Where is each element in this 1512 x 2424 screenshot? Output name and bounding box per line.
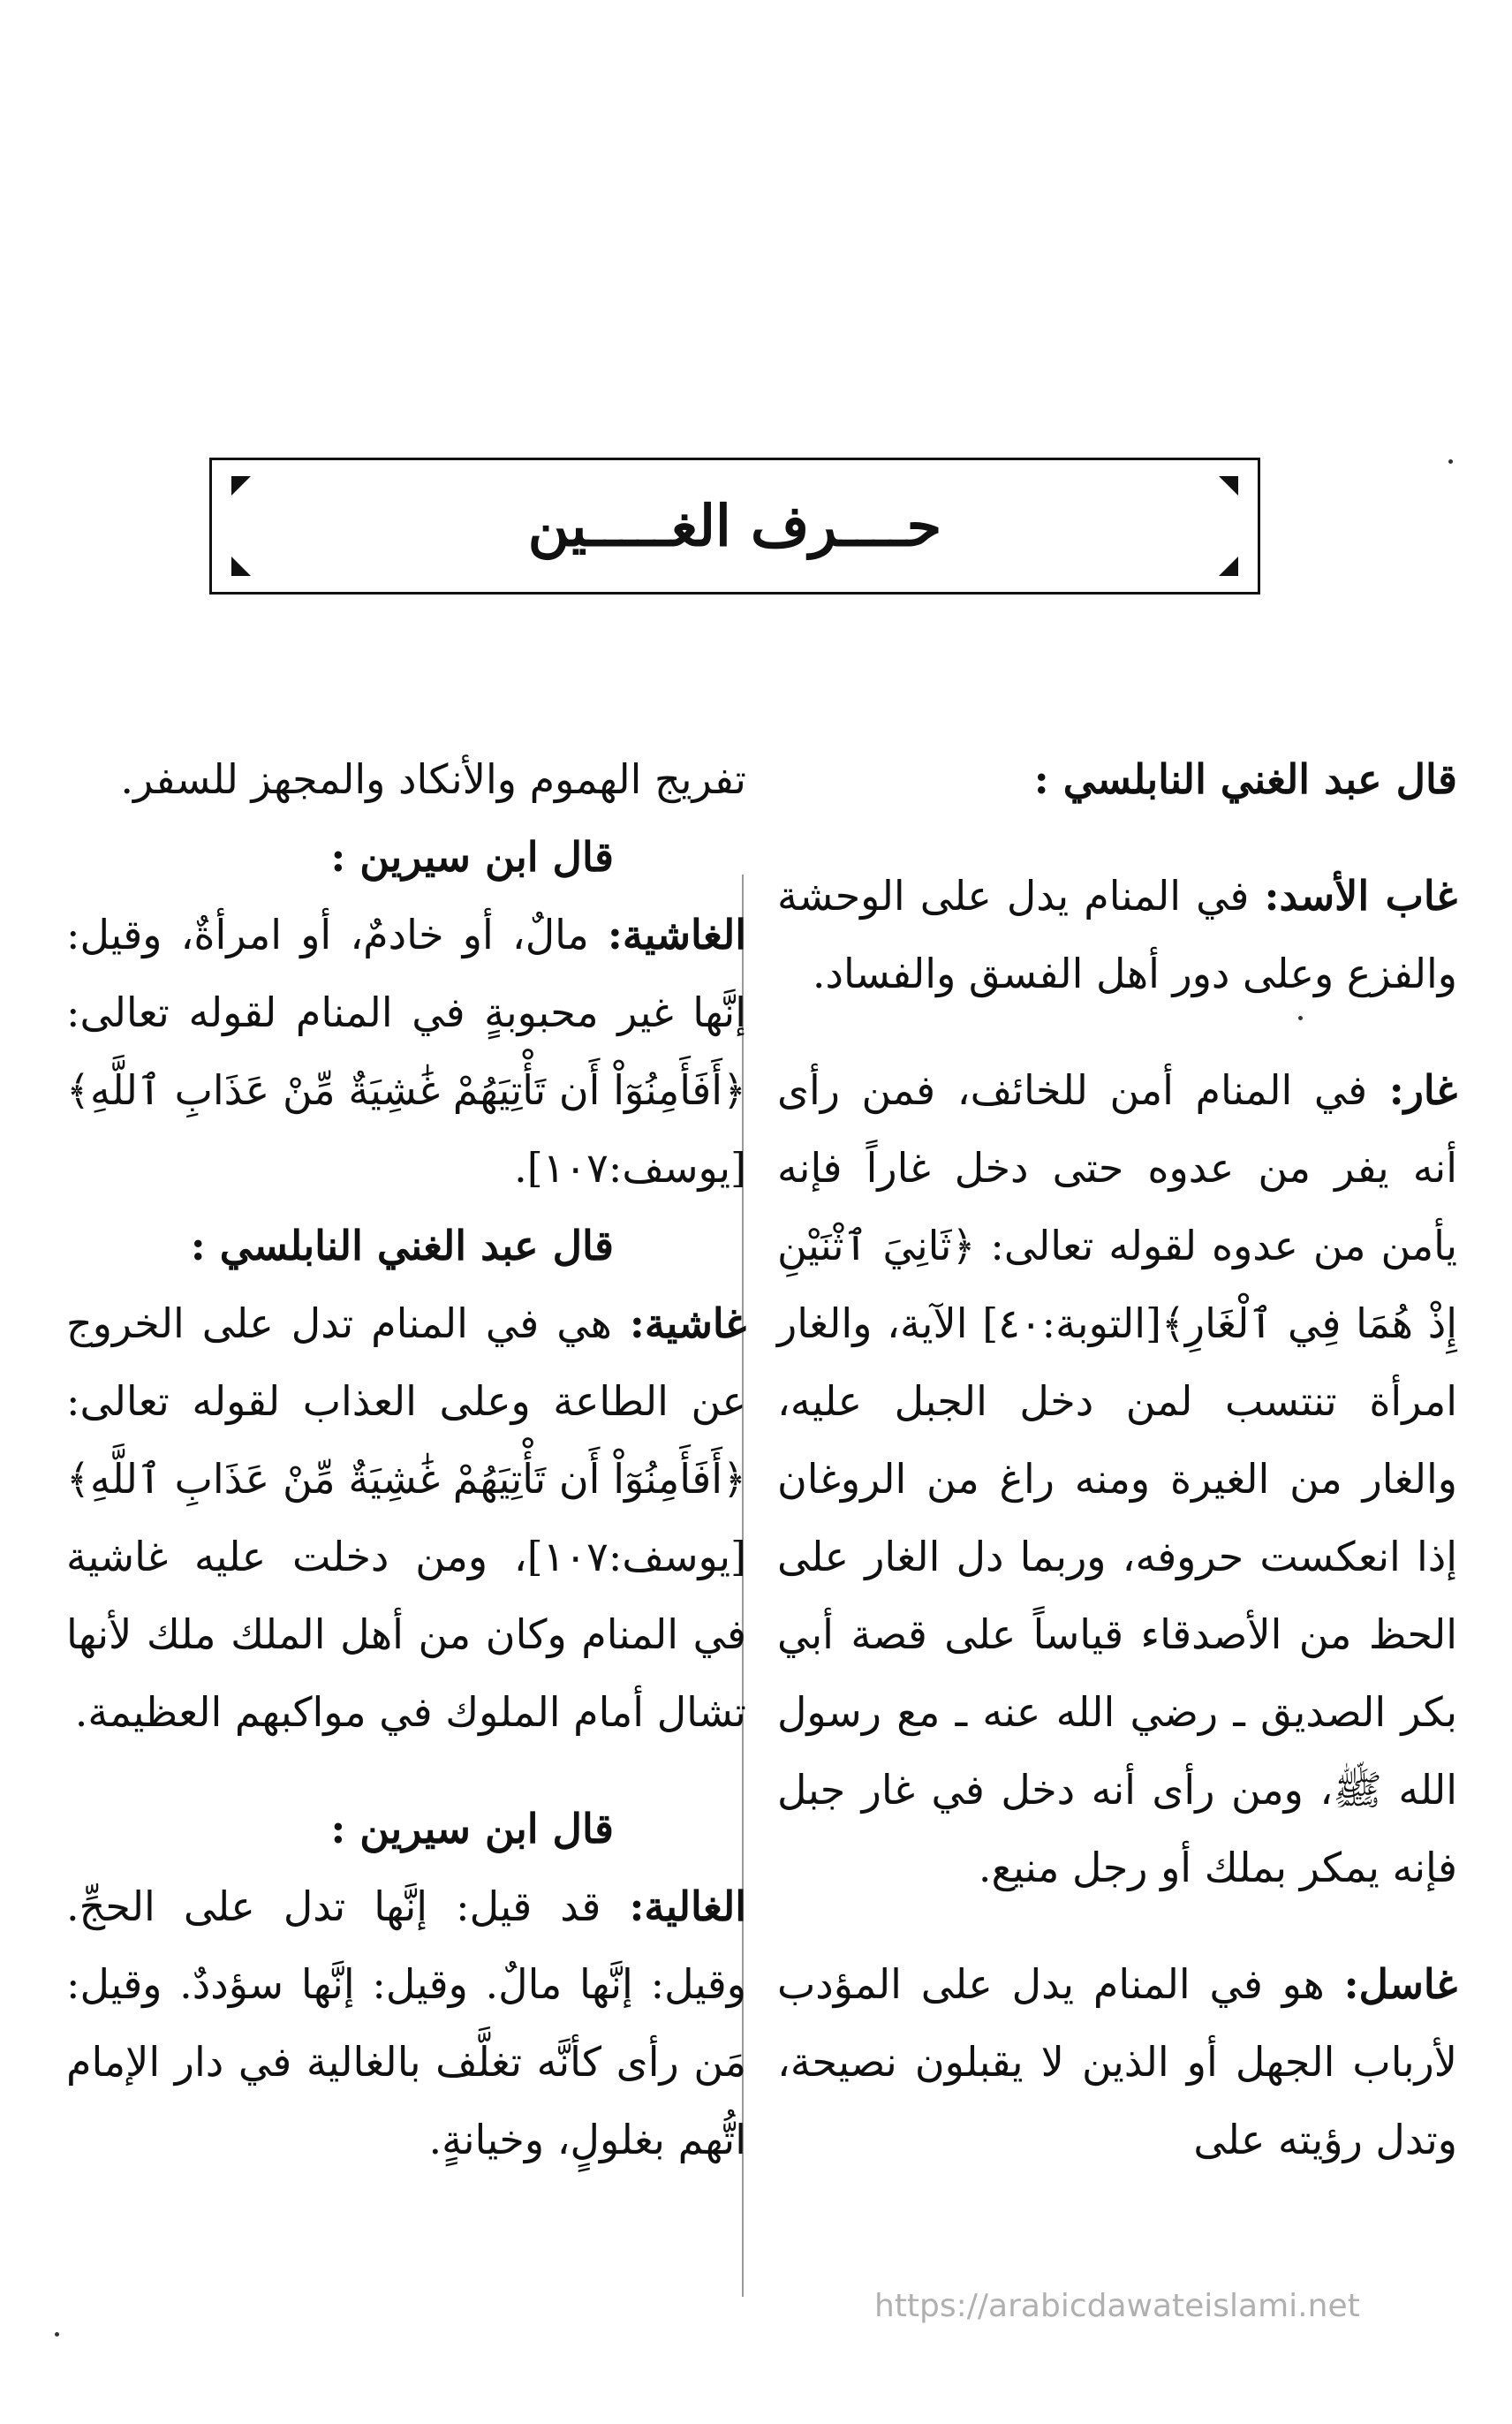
- frame-corner-ornament: [231, 557, 251, 576]
- entry: [66, 1867, 746, 2178]
- entry-head: غاسل:: [1343, 1960, 1457, 2008]
- scan-speck: [1448, 459, 1453, 464]
- entry: [777, 1945, 1457, 2178]
- entry-text: قد قيل: إنَّها تدل على الحجِّ. وقيل: إنَّها مالٌ. وقيل: إنَّها سؤددٌ. وقيل: مَن رأى كأنَّه تغلَّف بالغالية في دار الإمام اتُّهم بغلولٍ، وخيانةٍ.: [66, 1882, 746, 2163]
- chapter-title: حــــرف الغـــــين: [527, 493, 942, 559]
- section-heading: قال عبد الغني النابلسي :: [1033, 755, 1457, 803]
- section-heading: قال عبد الغني النابلسي :: [190, 1222, 614, 1269]
- entry: [777, 857, 1457, 1012]
- entry-head: الغاشية:: [607, 911, 746, 958]
- section-heading: قال ابن سيرين :: [330, 1805, 614, 1852]
- entry: [66, 1284, 746, 1751]
- entry-text: في المنام يدل على الوحشة والفزع وعلى دور أهل الفسق والفساد.: [777, 872, 1457, 997]
- entry: [66, 896, 746, 1207]
- entry: [777, 1051, 1457, 1906]
- watermark-url: https://arabicdawateislami.net: [874, 2288, 1360, 2324]
- entry-head: غاب الأسد:: [1264, 872, 1457, 920]
- entry-text: مالٌ، أو خادمٌ، أو امرأةٌ، وقيل: إنَّها غير محبوبةٍ في المنام لقوله تعالى: ﴿أَفَأَمِنُوٓاْ أَن تَأْتِيَهُمْ غَٰشِيَةٌ مِّنْ عَذَابِ ٱللَّهِ﴾[يوسف:١٠٧].: [66, 911, 746, 1192]
- entry-text: هي في المنام تدل على الخروج عن الطاعة وعلى العذاب لقوله تعالى: ﴿أَفَأَمِنُوٓاْ أَن تَأْتِيَهُمْ غَٰشِيَةٌ مِّنْ عَذَابِ ٱللَّهِ﴾[يوسف:١٠٧]، ومن دخلت عليه غاشية في المنام وكان من أهل الملك ملك لأنها تشال أمام الملوك في مواكبهم العظيمة.: [66, 1299, 746, 1736]
- scan-speck: [1298, 1016, 1303, 1020]
- entry-head: غار:: [1388, 1066, 1457, 1114]
- entry-head: غاشية:: [629, 1299, 746, 1347]
- title-frame-inner: [231, 476, 1238, 576]
- chapter-title-frame: [209, 458, 1260, 595]
- entry-text: هو في المنام يدل على المؤدب لأرباب الجهل أو الذين لا يقبلون نصيحة، وتدل رؤيته على: [777, 1960, 1457, 2163]
- entry-text: في المنام أمن للخائف، فمن رأى أنه يفر من عدوه حتى دخل غاراً فإنه يأمن من عدوه لقوله تعالى: ﴿ثَانِيَ ٱثْنَيْنِ إِذْ هُمَا فِي ٱلْغَارِ﴾[التوبة:٤٠] الآية، والغار امرأة تنتسب لمن دخل الجبل عليه، والغار من الغيرة ومنه راغ من الروغان إذا انعكست حروفه، وربما دل الغار على الحظ من الأصدقاء قياساً على قصة أبي بكر الصديق ـ رضي الله عنه ـ مع رسول الله ﷺ، ومن رأى أنه دخل في غار جبل فإنه يمكر بملك أو رجل منيع.: [777, 1066, 1457, 1891]
- entry-head: الغالية:: [629, 1882, 746, 1930]
- intro-text: تفريج الهموم والأنكاد والمجهز للسفر.: [120, 755, 746, 803]
- left-column: [66, 740, 746, 2178]
- right-column: [777, 740, 1457, 2178]
- section-heading: قال ابن سيرين :: [330, 833, 614, 881]
- scan-speck: [55, 2332, 59, 2337]
- frame-corner-ornament: [1219, 557, 1238, 576]
